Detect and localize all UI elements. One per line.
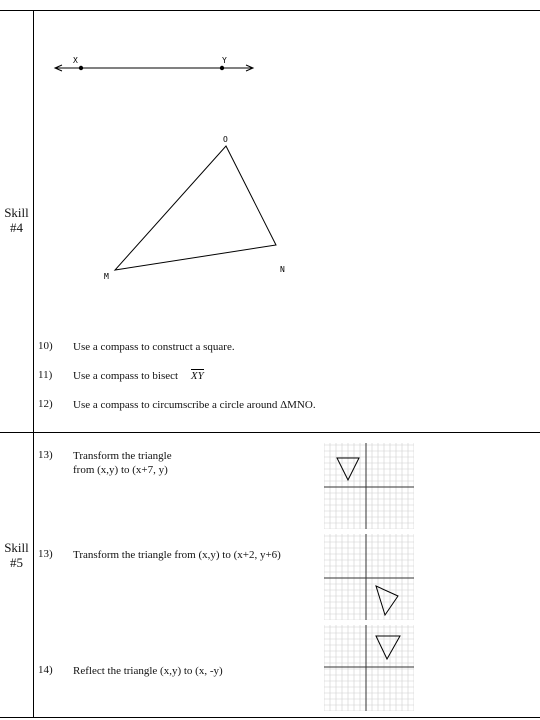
vertex-o-label: O <box>223 135 228 144</box>
segment-xy <box>55 56 253 71</box>
question-12-number: 12) <box>38 398 53 410</box>
segment-xy-label: XY <box>190 370 204 382</box>
question-10-text: Use a compass to construct a square. <box>73 341 235 353</box>
vertex-n-label: N <box>280 265 285 274</box>
triangle-mno <box>104 135 285 281</box>
grid-translate-right <box>324 443 414 529</box>
question-13a-text <box>73 449 172 477</box>
triangle-shape <box>376 636 400 659</box>
row-divider <box>0 432 540 433</box>
question-11-instruction: Use a compass to bisect <box>73 370 179 382</box>
question-14-number: 14) <box>38 664 53 676</box>
point-y-label: Y <box>222 56 227 65</box>
question-10-number: 10) <box>38 340 53 352</box>
question-11-text <box>73 369 204 383</box>
question-12-text: Use a compass to circumscribe a circle around ΔMNO. <box>73 399 316 411</box>
point-x-label: X <box>73 56 78 65</box>
skill-5-word: Skill <box>4 540 29 555</box>
skill-4-word: Skill <box>4 205 29 220</box>
question-13a-line-2: from (x,y) to (x+7, y) <box>73 464 168 476</box>
question-13b-number: 13) <box>38 548 53 560</box>
table-bottom-border <box>0 717 540 718</box>
question-14-text: Reflect the triangle (x,y) to (x, -y) <box>73 665 223 677</box>
grid-reflect <box>324 625 414 711</box>
point-y <box>220 66 224 70</box>
point-x <box>79 66 83 70</box>
skill-4-number: #4 <box>10 220 23 235</box>
skill-5-number: #5 <box>10 555 23 570</box>
question-11-number: 11) <box>38 369 53 381</box>
vertex-m-label: M <box>104 272 109 281</box>
question-13a-line-1: Transform the triangle <box>73 450 172 462</box>
skill-5-label <box>0 540 33 570</box>
triangle-shape <box>376 586 398 615</box>
grid-translate-up <box>324 534 414 620</box>
question-13a-number: 13) <box>38 449 53 461</box>
question-13b-text: Transform the triangle from (x,y) to (x+2, y+6) <box>73 549 281 561</box>
